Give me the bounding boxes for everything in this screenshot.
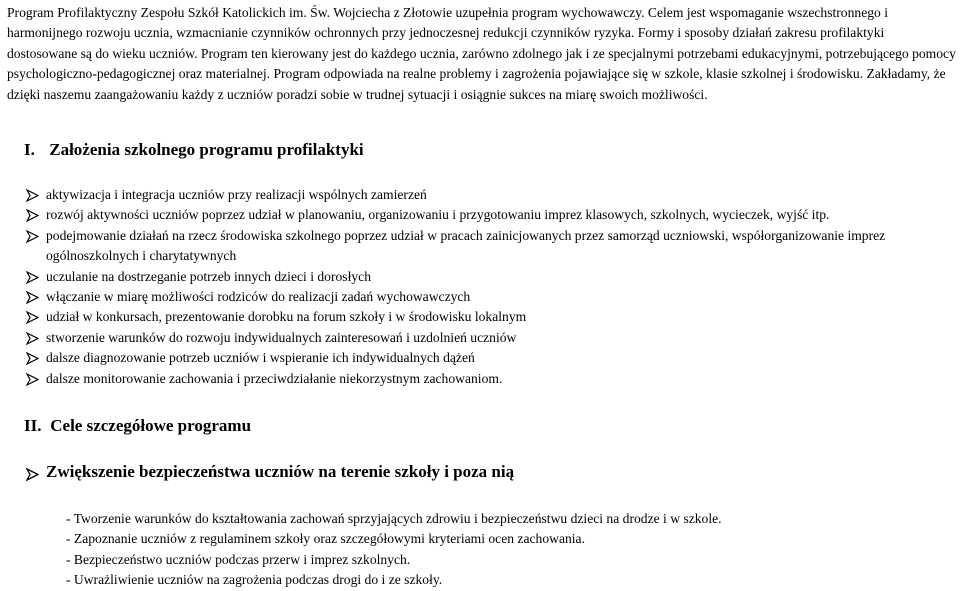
section-2-number: II. bbox=[24, 416, 42, 435]
arrow-bullet-icon bbox=[26, 464, 40, 484]
list-item bbox=[26, 185, 956, 205]
section-1-title: Założenia szkolnego programu profilaktyki bbox=[49, 140, 364, 159]
list-item: - Uwrażliwienie uczniów na zagrożenia podczas drogi do i ze szkoły. bbox=[66, 572, 443, 588]
section-2-dash-list bbox=[66, 509, 722, 591]
section-1-list bbox=[26, 185, 956, 389]
list-item-text: dalsze monitorowanie zachowania i przeciwdziałanie niekorzystnym zachowaniom. bbox=[46, 370, 503, 386]
intro-block bbox=[7, 3, 957, 105]
list-item-text: dalsze diagnozowanie potrzeb uczniów i wspieranie ich indywidualnych dążeń bbox=[46, 350, 475, 366]
list-item bbox=[26, 287, 956, 307]
intro-paragraph: Program Profilaktyczny Zespołu Szkół Katolickich im. Św. Wojciecha z Złotowie uzupełnia program wychowawczy. Celem jest wspomaganie wszechstronnego i harmonijnego rozwoju ucznia, wzmacnianie czynników ochronnych przy jednoczesnej redukcji czynników ryzyka. Formy i sposoby działań zakresu profilaktyki dostosowane są do wieku uczniów. Program ten kierowany jest do każdego ucznia, zarówno zdolnego jak i ze specjalnymi potrzebami edukacyjnymi, potrzebującego pomocy psychologiczno-pedagogicznej oraz materialnej. Program odpowiada na realne problemy i zagrożenia pojawiające się w szkole, klasie szkolnej i środowisku. Zakładamy, że dzięki naszemu zaangażowaniu każdy z uczniów poradzi sobie w trudnej sytuacji i osiągnie sukces na miarę swoich możliwości. bbox=[7, 5, 956, 102]
list-item bbox=[26, 348, 956, 368]
subheading-text: Zwiększenie bezpieczeństwa uczniów na terenie szkoły i poza nią bbox=[46, 462, 515, 481]
list-item-text: uczulanie na dostrzeganie potrzeb innych dzieci i dorosłych bbox=[46, 268, 371, 284]
section-2-heading bbox=[24, 416, 251, 436]
arrow-bullet-icon bbox=[26, 185, 40, 205]
list-item: - Bezpieczeństwo uczniów podczas przerw i imprez szkolnych. bbox=[66, 551, 411, 567]
arrow-bullet-icon bbox=[26, 205, 40, 225]
list-item-continuation: ogólnoszkolnych i charytatywnych bbox=[46, 248, 237, 264]
arrow-bullet-icon bbox=[26, 267, 40, 287]
list-item-text: aktywizacja i integracja uczniów przy realizacji wspólnych zamierzeń bbox=[46, 187, 427, 202]
list-item-text: włączanie w miarę możliwości rodziców do realizacji zadań wychowawczych bbox=[46, 289, 471, 305]
list-item-text: rozwój aktywności uczniów poprzez udział w planowaniu, organizowaniu i przygotowaniu imprez klasowych, szkolnych, wycieczek, wyjść itp. bbox=[46, 207, 830, 223]
arrow-bullet-icon bbox=[26, 328, 40, 348]
list-item-text: podejmowanie działań na rzecz środowiska szkolnego poprzez udział w pracach zainicjowanych przez samorząd uczniowski, współorganizowanie imprez bbox=[46, 227, 886, 243]
section-2-title: Cele szczegółowe programu bbox=[50, 416, 252, 435]
list-item: - Tworzenie warunków do kształtowania zachowań sprzyjających zdrowiu i bezpieczeństwu dzieci na drodze i w szkole. bbox=[66, 511, 722, 526]
list-item bbox=[26, 369, 956, 389]
section-1-number: I. bbox=[24, 140, 35, 159]
list-item bbox=[26, 226, 956, 267]
arrow-bullet-icon bbox=[26, 369, 40, 389]
arrow-bullet-icon bbox=[26, 307, 40, 327]
arrow-bullet-icon bbox=[26, 348, 40, 368]
list-item-text: stworzenie warunków do rozwoju indywidualnych zainteresowań i uzdolnień uczniów bbox=[46, 329, 517, 345]
list-item bbox=[26, 267, 956, 287]
arrow-bullet-icon bbox=[26, 226, 40, 246]
section-2-subheading bbox=[24, 462, 514, 482]
arrow-bullet-icon bbox=[26, 287, 40, 307]
list-item: - Zapoznanie uczniów z regulaminem szkoły oraz szczegółowymi kryteriami ocen zachowania. bbox=[66, 531, 585, 547]
section-1-heading bbox=[24, 140, 364, 160]
list-item bbox=[26, 205, 956, 225]
list-item-text: udział w konkursach, prezentowanie dorobku na forum szkoły i w środowisku lokalnym bbox=[46, 309, 527, 325]
list-item bbox=[26, 328, 956, 348]
list-item bbox=[26, 307, 956, 327]
